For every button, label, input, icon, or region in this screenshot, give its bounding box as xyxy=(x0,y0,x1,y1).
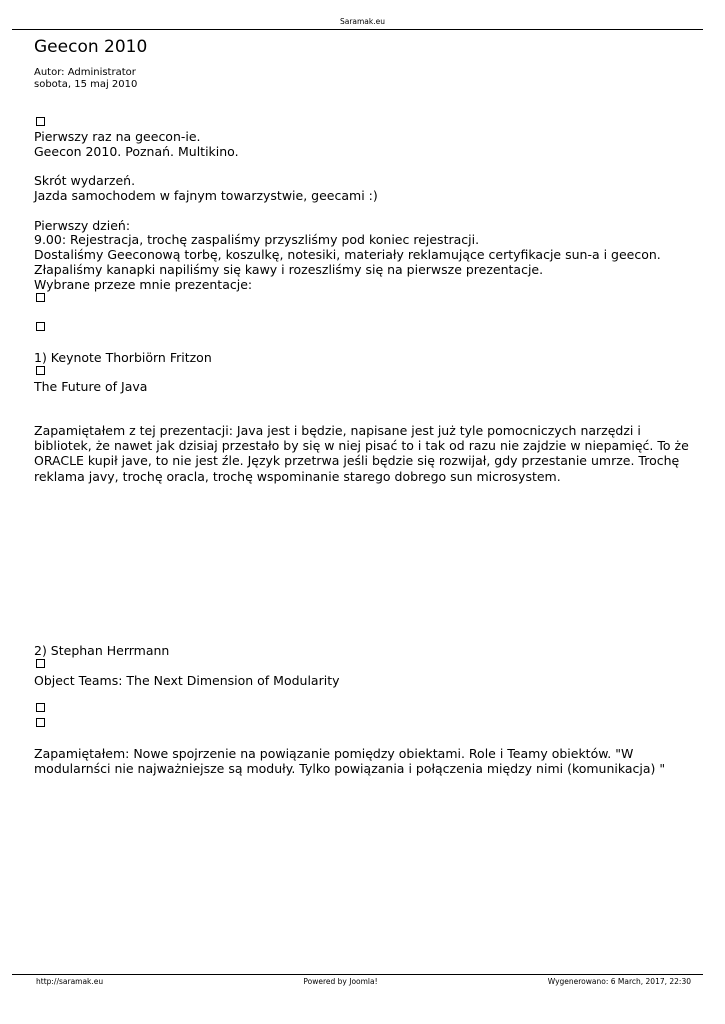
talk-2-note: Zapamiętałem: Nowe spojrzenie na powiązanie pomiędzy obiektami. Role i Teamy obiektów. "W modularnści nie najważniejsze są moduły. Tylko powiązania i połączenia między nimi (komunikacja) " xyxy=(34,746,666,777)
talk-1-note: Zapamiętałem z tej prezentacji: Java jest i będzie, napisane jest już tyle pomocniczych narzędzi i bibliotek, że nawet jak dzisiaj przestało by się w niej pisać to i tak od razu nie zajdzie w niepamięć. To że ORACLE kupił jave, to nie jest źle. Język przetrwa jeśli będzie się rozwijał, gdy przestanie umrze. Trochę reklama javy, trochę oracla, trochę wspominanie starego dobrego sun microsystem. xyxy=(34,423,689,484)
paragraph-day-3: Dostaliśmy Geeconową torbę, koszulkę, notesiki, materiały reklamujące certyfikacje sun-a i geecon. xyxy=(34,247,661,262)
paragraph-day-4: Złapaliśmy kanapki napiliśmy się kawy i rozeszliśmy się na pierwsze prezentacje. xyxy=(34,262,544,277)
missing-image-icon xyxy=(36,117,45,126)
article-title: Geecon 2010 xyxy=(34,37,148,57)
missing-image-icon xyxy=(36,703,45,712)
footer-url-link[interactable]: http://saramak.eu xyxy=(36,977,104,986)
paragraph-summary-2: Jazda samochodem w fajnym towarzystwie, geecami :) xyxy=(34,188,378,203)
paragraph-intro-2: Geecon 2010. Poznań. Multikino. xyxy=(34,144,239,159)
paragraph-day-5: Wybrane przeze mnie prezentacje: xyxy=(34,277,253,292)
paragraph-intro-1: Pierwszy raz na geecon-ie. xyxy=(34,129,201,144)
article-date: sobota, 15 maj 2010 xyxy=(34,79,138,90)
footer-generated-date: Wygenerowano: 6 March, 2017, 22:30 xyxy=(547,977,691,986)
footer-powered-by: Powered by Joomla! xyxy=(303,977,378,986)
site-name: Saramak.eu xyxy=(339,17,386,26)
talk-2-speaker: 2) Stephan Herrmann xyxy=(34,643,170,658)
talk-1-title: The Future of Java xyxy=(34,379,148,394)
paragraph-day-1: Pierwszy dzień: xyxy=(34,218,131,233)
header-divider xyxy=(12,29,703,30)
footer-divider xyxy=(12,974,703,975)
article-author: Autor: Administrator xyxy=(34,67,136,78)
paragraph-day-2: 9.00: Rejestracja, trochę zaspaliśmy przyszliśmy pod koniec rejestracji. xyxy=(34,232,480,247)
missing-image-icon xyxy=(36,322,45,331)
talk-1-speaker: 1) Keynote Thorbiörn Fritzon xyxy=(34,350,212,365)
missing-image-icon xyxy=(36,293,45,302)
missing-image-icon xyxy=(36,659,45,668)
missing-image-icon xyxy=(36,718,45,727)
talk-2-title: Object Teams: The Next Dimension of Modularity xyxy=(34,673,340,688)
paragraph-summary-1: Skrót wydarzeń. xyxy=(34,173,136,188)
missing-image-icon xyxy=(36,366,45,375)
